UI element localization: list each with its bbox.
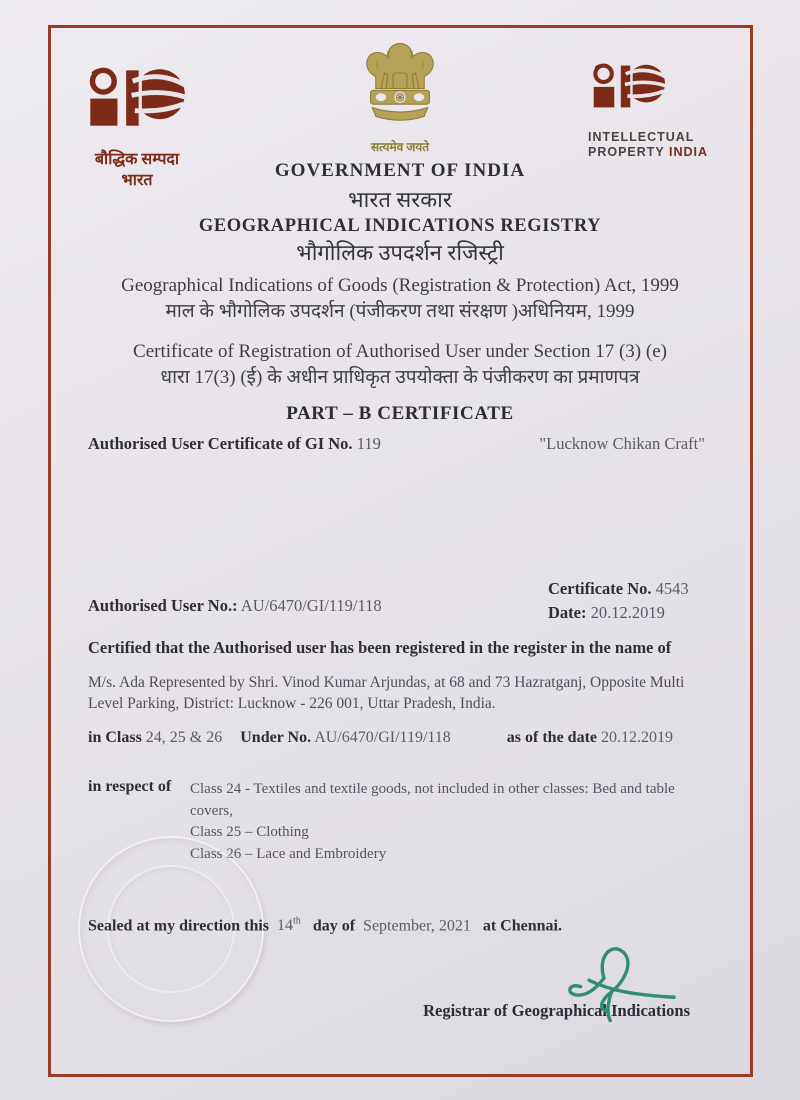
class-24-item: Class 24 - Textiles and textile goods, not included in other classes: Bed and table covers,: [190, 781, 675, 819]
sealed-statement-row: [88, 916, 562, 935]
gi-number-value: 119: [356, 434, 381, 453]
as-of-date-label: as of the date: [506, 729, 598, 746]
ip-india-logo-icon: [82, 66, 192, 142]
class-under-date-row: [88, 729, 673, 747]
under-no-label: Under No.: [240, 729, 312, 746]
right-logo-text-line2: PROPERTY INDIA: [588, 145, 709, 159]
gi-number-cell: [88, 434, 381, 454]
certificate-number-row: [548, 577, 689, 601]
in-respect-of-row: [88, 778, 171, 796]
registry-title-en: GEOGRAPHICAL INDICATIONS REGISTRY: [198, 216, 602, 236]
ip-india-logo-icon: [588, 62, 670, 120]
holder-name-address: M/s. Ada Represented by Shri. Vinod Kumar Arjundas, at 68 and 73 Hazratganj, Opposite Multi Level Parking, District: Lucknow - 226 001, Uttar Pradesh, India.: [88, 674, 685, 712]
under-no-value: AU/6470/GI/119/118: [314, 729, 451, 746]
ashoka-emblem: [340, 40, 460, 155]
authorised-user-row: [88, 596, 382, 616]
registry-title-hi: भौगोलिक उपदर्शन रजिस्ट्री: [296, 240, 504, 265]
section-line-hi: धारा 17(3) (ई) के अधीन प्राधिकृत उपयोक्ता के पंजीकरण का प्रमाणपत्र: [160, 367, 640, 388]
day-of-label: day of: [312, 917, 356, 935]
government-title-hi: भारत सरकार: [348, 187, 452, 212]
certificate-number-label: Certificate No.: [548, 579, 652, 598]
certificate-number-value: 4543: [655, 579, 689, 598]
part-b-title: PART – B CERTIFICATE: [286, 403, 514, 424]
authorised-user-label: Authorised User No.:: [88, 596, 238, 615]
authorised-user-value: AU/6470/GI/119/118: [240, 596, 382, 615]
in-class-label: in Class: [88, 729, 142, 746]
gi-number-row: [88, 434, 705, 454]
certificate-date-row: [548, 601, 689, 625]
left-logo-text-line2: भारत: [121, 172, 153, 189]
gi-number-label: Authorised User Certificate of GI No.: [88, 434, 353, 453]
in-respect-of-label: in respect of: [88, 778, 172, 795]
sealed-label: Sealed at my direction this: [88, 917, 270, 935]
gi-name-value: "Lucknow Chikan Craft": [539, 434, 705, 453]
signature-icon: [552, 942, 692, 1027]
ashoka-emblem-icon: [348, 40, 452, 132]
sealed-day-value: 14th: [277, 916, 301, 935]
government-title-en: GOVERNMENT OF INDIA: [274, 160, 526, 181]
certificate-number-block: [548, 577, 689, 625]
class-descriptions: [190, 779, 718, 865]
act-line-en: Geographical Indications of Goods (Registration & Protection) Act, 1999: [121, 275, 679, 296]
right-logo-text-line1: INTELLECTUAL: [588, 130, 695, 144]
left-logo-text-line1: बौद्धिक सम्पदा: [94, 151, 180, 168]
act-line-hi: माल के भौगोलिक उपदर्शन (पंजीकरण तथा संरक्षण )अधिनियम, 1999: [165, 301, 635, 322]
certified-statement: Certified that the Authorised user has been registered in the register in the name of: [88, 638, 672, 657]
registrar-title: Registrar of Geographical Indications: [423, 1001, 690, 1020]
classes-value: 24, 25 & 26: [145, 729, 223, 746]
ip-india-logo-right: [588, 62, 720, 160]
certificate-date-label: Date:: [548, 603, 587, 622]
as-of-date-value: 20.12.2019: [601, 729, 674, 746]
at-place-label: at Chennai.: [482, 917, 562, 935]
class-26-item: Class 26 – Lace and Embroidery: [190, 845, 387, 862]
section-line-en: Certificate of Registration of Authorised User under Section 17 (3) (e): [133, 341, 667, 362]
certificate-date-value: 20.12.2019: [590, 603, 665, 622]
class-25-item: Class 25 – Clothing: [190, 824, 309, 840]
sealed-month-value: September, 2021: [363, 917, 471, 935]
heading-stack: [0, 158, 800, 425]
emblem-caption: सत्यमेव जयते: [370, 140, 430, 154]
right-logo-india-label: INDIA: [669, 145, 709, 159]
registrar-signature: [552, 942, 692, 1032]
